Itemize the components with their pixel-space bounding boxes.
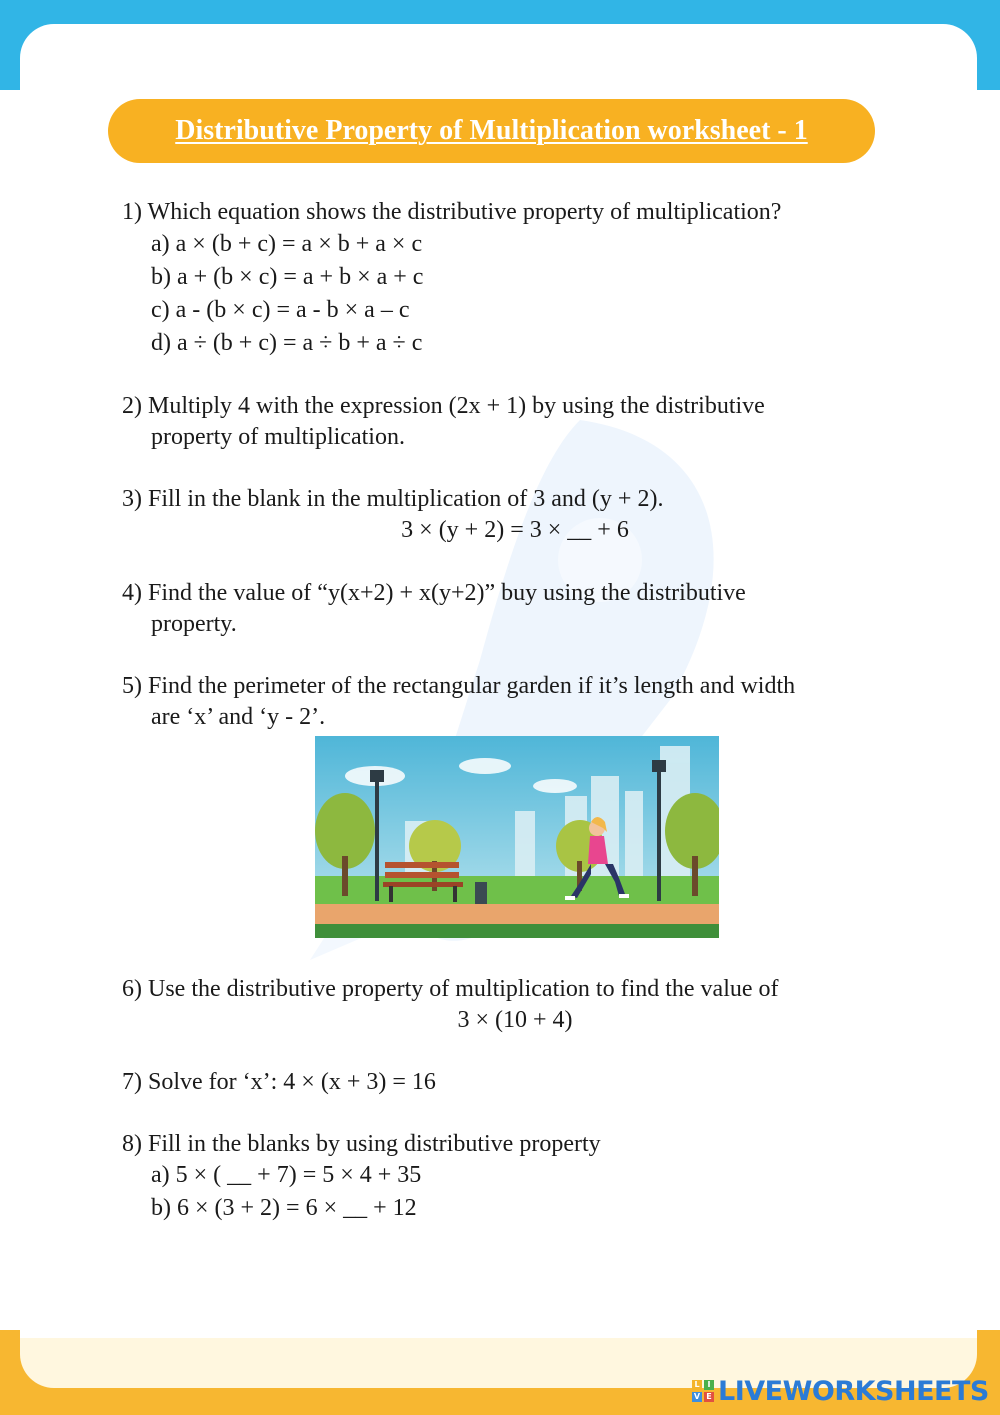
question-1-option-a[interactable]: a) a × (b + c) = a × b + a × c [151,231,423,257]
logo-letter-v: V [693,1392,701,1401]
liveworksheets-logo[interactable] [692,1376,989,1406]
question-8-line-1: 8) Fill in the blanks by using distributive property [122,1131,601,1157]
park-scene-image [315,736,719,938]
worksheet-title-banner [108,99,875,163]
logo-blocks-icon [692,1380,714,1402]
question-3-line-1: 3) Fill in the blank in the multiplication of 3 and (y + 2). [122,486,664,512]
question-3-equation: 3 × (y + 2) = 3 × __ + 6 [401,517,629,543]
question-5-line-1: 5) Find the perimeter of the rectangular garden if it’s length and width [122,673,796,699]
question-8-option-b[interactable]: b) 6 × (3 + 2) = 6 × __ + 12 [151,1195,417,1221]
question-2-line-1: 2) Multiply 4 with the expression (2x + 1) by using the distributive [122,393,765,419]
question-1-option-d[interactable]: d) a ÷ (b + c) = a ÷ b + a ÷ c [151,330,423,356]
question-2-line-2: property of multiplication. [151,424,405,450]
question-4-line-1: 4) Find the value of “y(x+2) + x(y+2)” buy using the distributive [122,580,746,606]
logo-letter-e: E [704,1392,714,1402]
question-8-option-a[interactable]: a) 5 × ( __ + 7) = 5 × 4 + 35 [151,1162,422,1188]
question-1-option-b[interactable]: b) a + (b × c) = a + b × a + c [151,264,424,290]
question-6-line-1: 6) Use the distributive property of multiplication to find the value of [122,976,779,1002]
logo-letter-l: L [692,1380,702,1390]
question-1-text: 1) Which equation shows the distributive property of multiplication? [122,199,782,225]
question-1-option-c[interactable]: c) a - (b × c) = a - b × a – c [151,297,410,323]
question-6-equation: 3 × (10 + 4) [457,1007,573,1033]
logo-letter-i: I [704,1380,714,1390]
question-4-line-2: property. [151,611,237,637]
logo-text: LIVEWORKSHEETS [718,1375,989,1407]
question-7-line-1: 7) Solve for ‘x’: 4 × (x + 3) = 16 [122,1069,436,1095]
question-5-line-2: are ‘x’ and ‘y - 2’. [151,704,326,730]
worksheet-title: Distributive Property of Multiplication worksheet - 1 [175,115,808,146]
